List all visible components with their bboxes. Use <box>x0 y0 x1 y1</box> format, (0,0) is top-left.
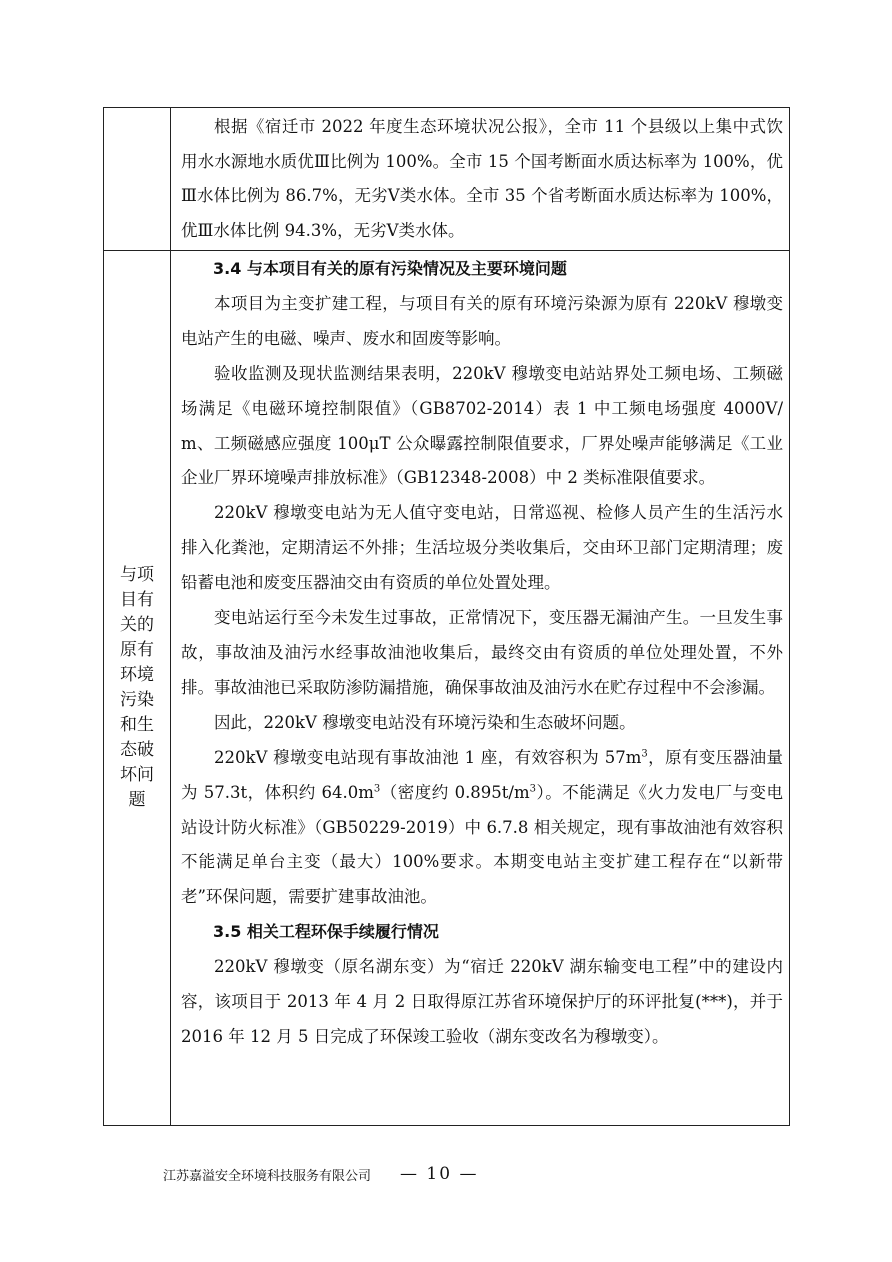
section-heading-3-4: 3.4 与本项目有关的原有污染情况及主要环境问题 <box>213 259 567 278</box>
page-number: — 10 — <box>400 1164 479 1184</box>
water-quality-cell <box>171 108 791 250</box>
section-heading-3-5: 3.5 相关工程环保手续履行情况 <box>213 922 439 942</box>
paragraph-waste-handling: 220kV 穆墩变电站为无人值守变电站，日常巡视、检修人员产生的生活污水排入化粪池，定期清运不外排；生活垃圾分类收集后，交由环卫部门定期清理；废铅蓄电池和废变压器油交由有资质的单位处置处理。 <box>181 503 783 593</box>
oil-pit-text-a: 220kV 穆墩变电站现有事故油池 1 座，有效容积为 57m <box>214 747 642 767</box>
company-name: 江苏嘉溢安全环境科技服务有限公司 <box>163 1169 372 1184</box>
superscript-3: 3 <box>373 783 381 795</box>
paragraph-env-procedures: 220kV 穆墩变（原名湖东变）为“宿迁 220kV 湖东输变电工程”中的建设内容，该项目于 2013 年 4 月 2 日取得原江苏省环境保护厅的环评批复(***)，并于 2016 年 12 月 5 日完成了环保竣工验收（湖东变改名为穆墩变）。 <box>181 957 783 1046</box>
content-table <box>103 107 790 1126</box>
row-label-cell <box>104 250 170 1125</box>
paragraph-project-overview: 本项目为主变扩建工程，与项目有关的原有环境污染源为原有 220kV 穆墩变电站产生的电磁、噪声、废水和固废等影响。 <box>181 293 783 348</box>
paragraph-conclusion: 因此，220kV 穆墩变电站没有环境污染和生态破坏问题。 <box>214 712 636 732</box>
superscript-3: 3 <box>641 748 648 760</box>
page-footer <box>0 1162 892 1192</box>
oil-pit-text-c: （密度约 0.895t/m <box>380 782 530 802</box>
row-label: 与项目有关的原有环境污染和生态破坏问题 <box>120 564 154 810</box>
paragraph-accident-oil: 变电站运行至今未发生过事故，正常情况下，变压器无漏油产生。一旦发生事故，事故油及油污水经事故油池收集后，最终交由有资质的单位处理处置，不外排。事故油池已采取防渗防漏措施，确保事故油及油污水在贮存过程中不会渗漏。 <box>181 608 783 697</box>
water-quality-paragraph: 根据《宿迁市 2022 年度生态环境状况公报》，全市 11 个县级以上集中式饮用水水源地水质优Ⅲ比例为 100%。全市 15 个国考断面水质达标率为 100%，优Ⅲ水体比例为 86.7%，无劣Ⅴ类水体。全市 35 个省考断面水质达标率为 100%，优Ⅲ水体比例 94.3%，无劣Ⅴ类水体。 <box>181 117 783 240</box>
oil-pit-text-b: ，原有变压器油量为 57.3t，体积约 64.0m <box>181 747 784 802</box>
paragraph-oil-pit <box>181 741 783 916</box>
superscript-3: 3 <box>529 783 537 795</box>
pollution-issues-cell <box>171 251 791 1127</box>
paragraph-monitoring-results: 验收监测及现状监测结果表明，220kV 穆墩变电站站界处工频电场、工频磁场满足《电磁环境控制限值》（GB8702-2014）表 1 中工频电场强度 4000V/m、工频磁感应强度 100μT 公众曝露控制限值要求，厂界处噪声能够满足《工业企业厂界环境噪声排放标准》（GB12348-2008）中 2 类标准限值要求。 <box>181 363 783 488</box>
oil-pit-text-d: ）。不能满足《火力发电厂与变电站设计防火标准》（GB50229-2019）中 6.7.8 相关规定，现有事故油池有效容积不能满足单台主变（最大）100%要求。本期变电站主变扩建工程存在“以新带老”环保问题，需要扩建事故油池。 <box>181 782 783 907</box>
